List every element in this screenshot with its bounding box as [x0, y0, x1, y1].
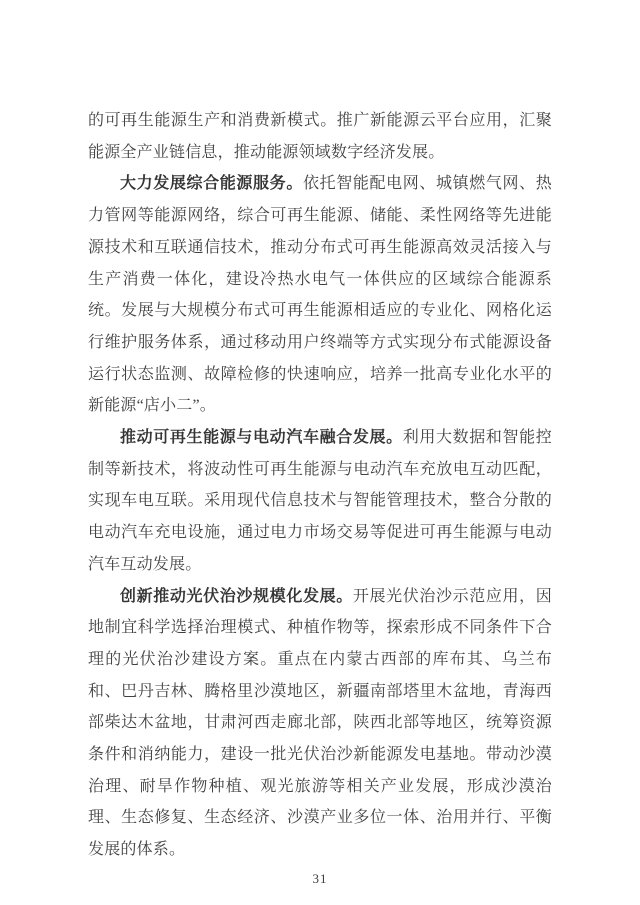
paragraph — [88, 168, 552, 422]
paragraph-lead: 大力发展综合能源服务。 — [120, 175, 303, 193]
page-number: 31 — [312, 870, 328, 886]
paragraph-lead: 创新推动光伏治沙规模化发展。 — [120, 587, 353, 605]
paragraph-body: 利用大数据和智能控制等新技术，将波动性可再生能源与电动汽车充放电互动匹配，实现车电互联。采用现代信息技术与智能管理技术，整合分散的电动汽车充电设施，通过电力市场交易等促进可再生能源与电动汽车互动发展。 — [88, 429, 552, 573]
paragraph — [88, 105, 552, 168]
paragraph — [88, 581, 552, 866]
paragraph-body: 的可再生能源生产和消费新模式。推广新能源云平台应用，汇聚能源全产业链信息，推动能源领域数字经济发展。 — [88, 112, 552, 161]
page-text-block — [88, 105, 552, 866]
paragraph-body: 开展光伏治沙示范应用，因地制宜科学选择治理模式、种植作物等，探索形成不同条件下合理的光伏治沙建设方案。重点在内蒙古西部的库布其、乌兰布和、巴丹吉林、腾格里沙漠地区，新疆南部塔里木盆地，青海西部柴达木盆地，甘肃河西走廊北部，陕西北部等地区，统筹资源条件和消纳能力，建设一批光伏治沙新能源发电基地。带动沙漠治理、耐旱作物种植、观光旅游等相关产业发展，形成沙漠治理、生态修复、生态经济、沙漠产业多位一体、治用并行、平衡发展的体系。 — [88, 587, 552, 859]
paragraph-body: 依托智能配电网、城镇燃气网、热力管网等能源网络，综合可再生能源、储能、柔性网络等先进能源技术和互联通信技术，推动分布式可再生能源高效灵活接入与生产消费一体化，建设冷热水电气一体供应的区域综合能源系统。发展与大规模分布式可再生能源相适应的专业化、网格化运行维护服务体系，通过移动用户终端等方式实现分布式能源设备运行状态监测、故障检修的快速响应，培养一批高专业化水平的新能源“店小二”。 — [88, 175, 552, 415]
paragraph — [88, 422, 552, 581]
paragraph-lead: 推动可再生能源与电动汽车融合发展。 — [120, 429, 403, 447]
